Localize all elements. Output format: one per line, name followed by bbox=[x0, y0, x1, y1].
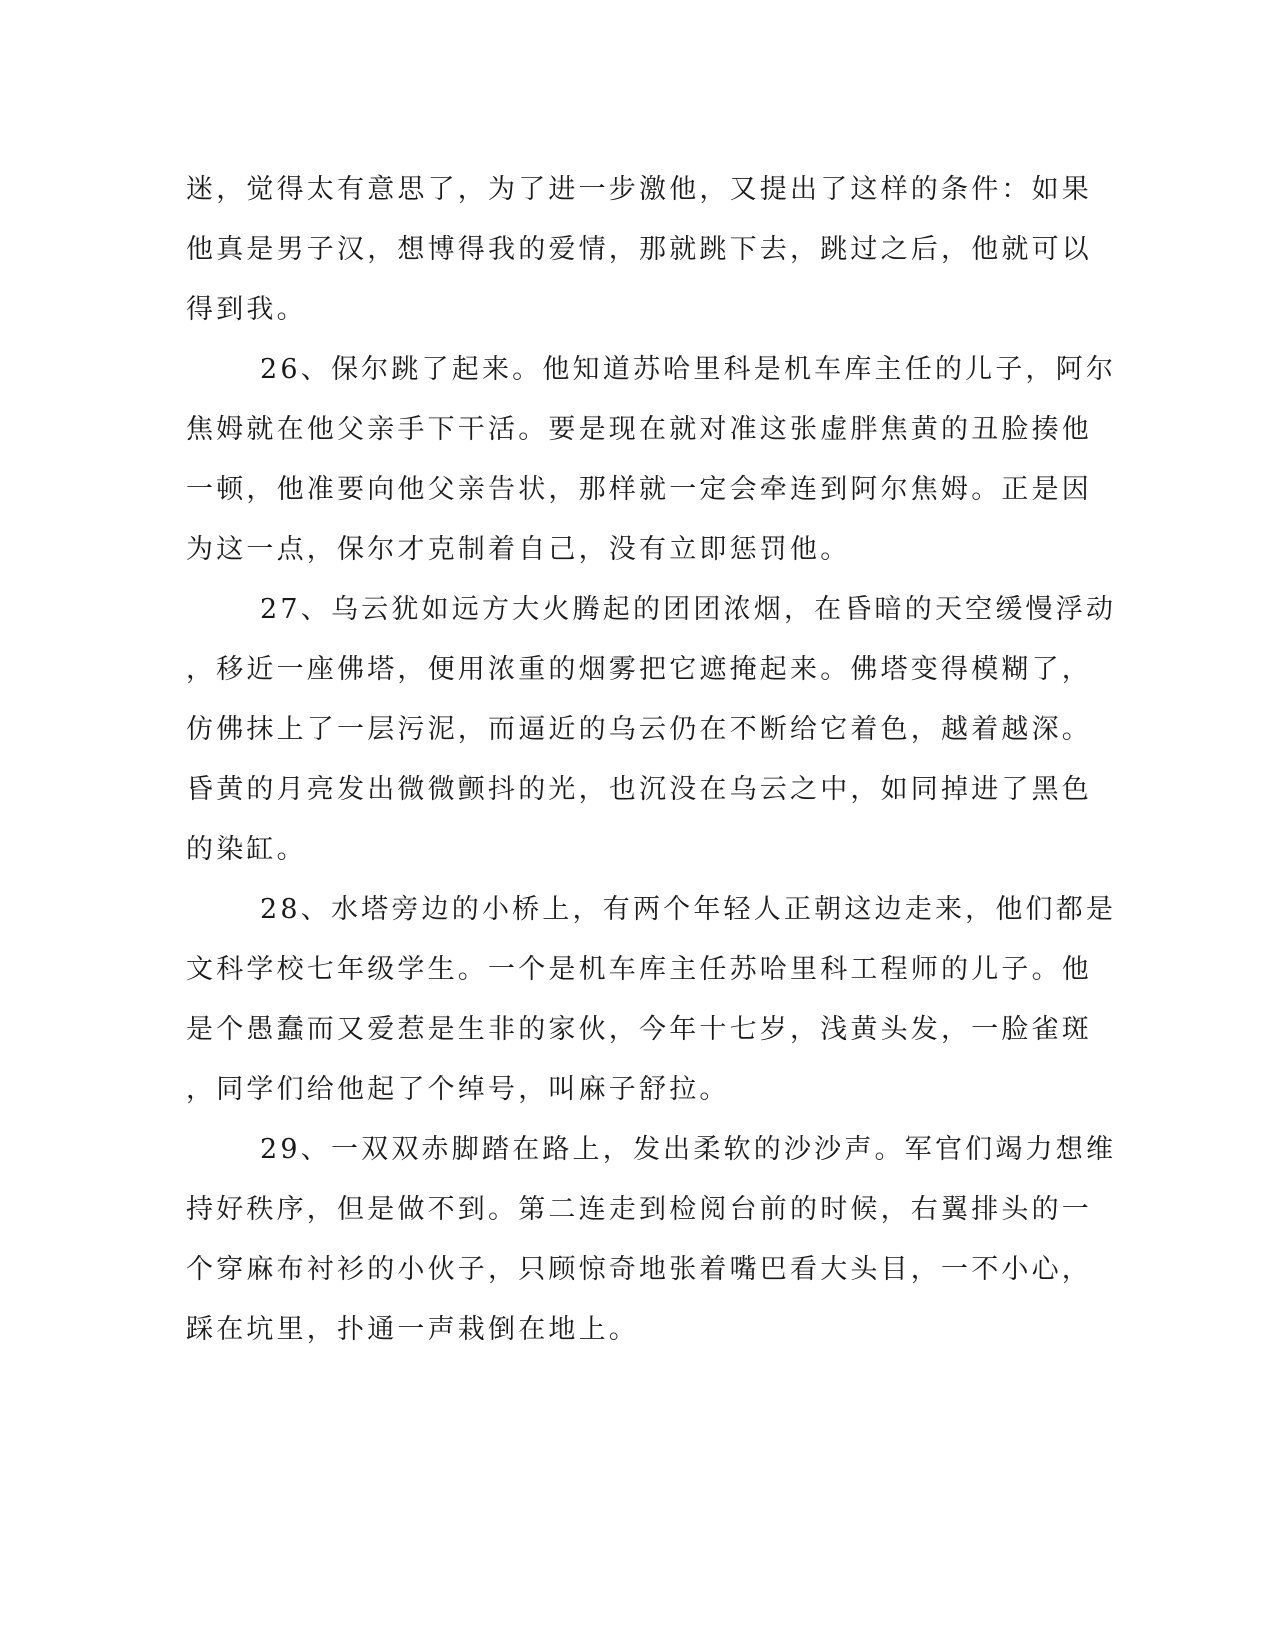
text-line: 文科学校七年级学生。一个是机车库主任苏哈里科工程师的儿子。他 bbox=[186, 954, 1092, 985]
text-line: ，同学们给他起了个绰号，叫麻子舒拉。 bbox=[186, 1074, 730, 1105]
text-line: 持好秩序，但是做不到。第二连走到检阅台前的时候，右翼排头的一 bbox=[186, 1194, 1092, 1225]
text-line: 他真是男子汉，想博得我的爱情，那就跳下去，跳过之后，他就可以 bbox=[186, 234, 1092, 265]
text-line: 是个愚蠢而又爱惹是生非的家伙，今年十七岁，浅黄头发，一脸雀斑 bbox=[186, 1014, 1092, 1045]
paragraph-27-first-line: 27、乌云犹如远方大火腾起的团团浓烟，在昏暗的天空缓慢浮动 bbox=[260, 594, 1117, 625]
text-line: 踩在坑里，扑通一声栽倒在地上。 bbox=[186, 1314, 639, 1345]
text-line: 昏黄的月亮发出微微颤抖的光，也沉没在乌云之中，如同掉进了黑色 bbox=[186, 774, 1092, 805]
text-line: 焦姆就在他父亲手下干活。要是现在就对准这张虚胖焦黄的丑脸揍他 bbox=[186, 414, 1092, 445]
text-line: 迷，觉得太有意思了，为了进一步激他，又提出了这样的条件：如果 bbox=[186, 174, 1092, 205]
paragraph-29-first-line: 29、一双双赤脚踏在路上，发出柔软的沙沙声。军官们竭力想维 bbox=[260, 1134, 1117, 1165]
paragraph-26-first-line: 26、保尔跳了起来。他知道苏哈里科是机车库主任的儿子，阿尔 bbox=[260, 354, 1117, 385]
text-line: 得到我。 bbox=[186, 294, 307, 325]
text-line: 的染缸。 bbox=[186, 834, 307, 865]
text-line: 仿佛抹上了一层污泥，而逼近的乌云仍在不断给它着色，越着越深。 bbox=[186, 714, 1092, 745]
body-text bbox=[186, 160, 1117, 1360]
text-line: ，移近一座佛塔，便用浓重的烟雾把它遮掩起来。佛塔变得模糊了， bbox=[186, 654, 1092, 685]
text-line: 为这一点，保尔才克制着自己，没有立即惩罚他。 bbox=[186, 534, 851, 565]
text-line: 个穿麻布衬衫的小伙子，只顾惊奇地张着嘴巴看大头目，一不小心， bbox=[186, 1254, 1092, 1285]
paragraph-28-first-line: 28、水塔旁边的小桥上，有两个年轻人正朝这边走来，他们都是 bbox=[260, 894, 1117, 925]
text-line: 一顿，他准要向他父亲告状，那样就一定会牵连到阿尔焦姆。正是因 bbox=[186, 474, 1092, 505]
